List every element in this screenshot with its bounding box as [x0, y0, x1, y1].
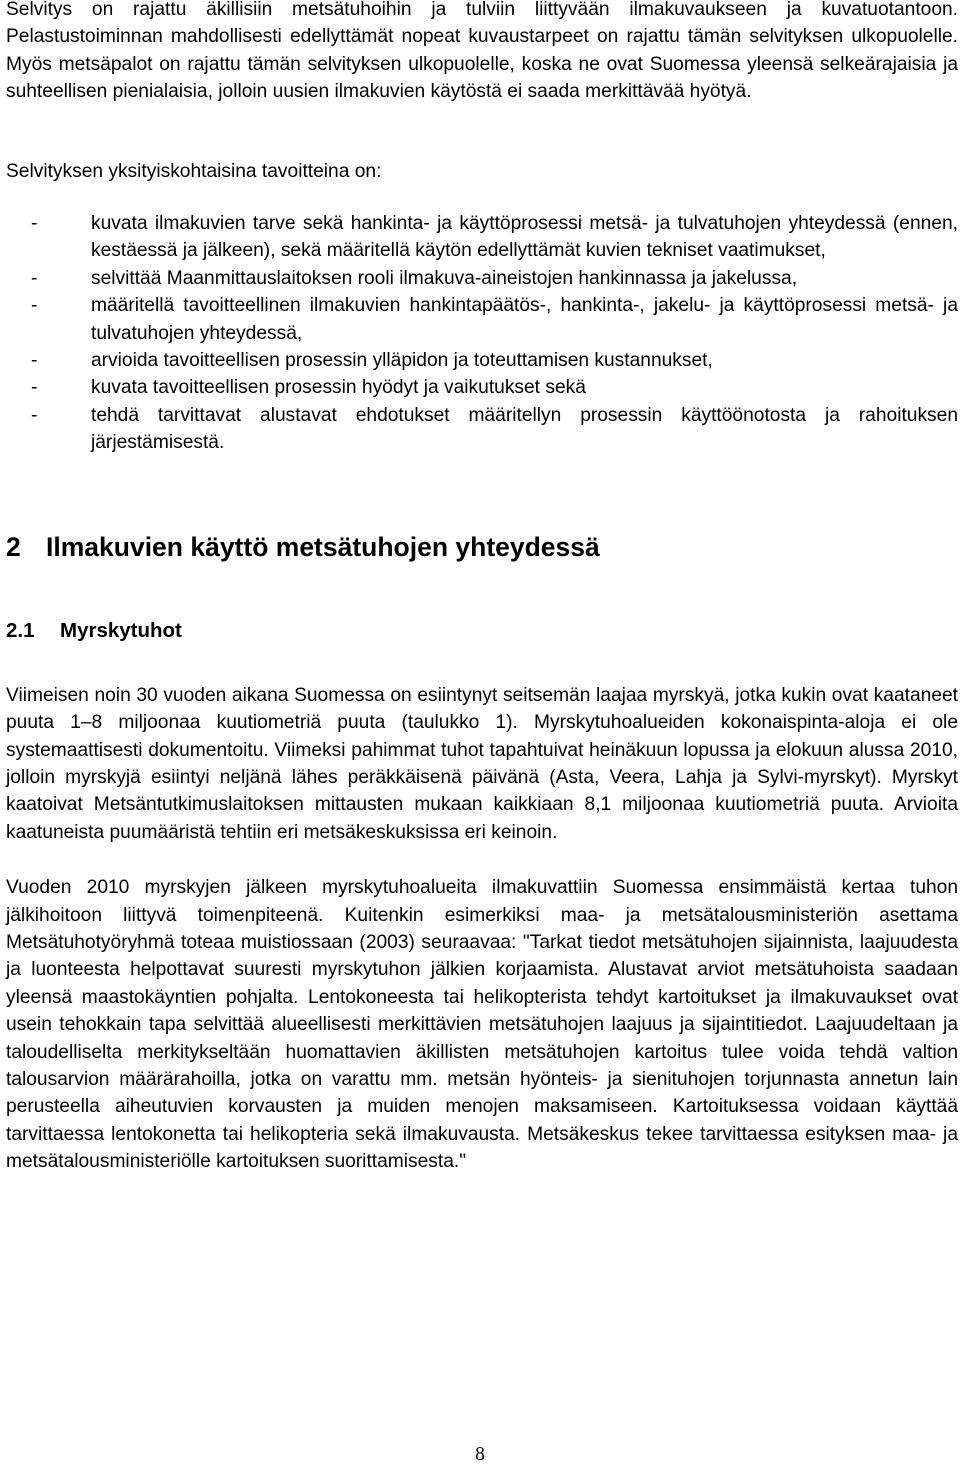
list-dash: - — [31, 404, 38, 426]
goal-text: arvioida tavoitteellisen prosessin ylläpidon ja toteuttamisen kustannukset, — [91, 350, 713, 372]
subsection-heading — [6, 617, 958, 645]
goal-list-item — [6, 347, 958, 374]
goal-list-item — [6, 402, 958, 457]
goal-list — [6, 210, 958, 457]
goal-text: selvittää Maanmittauslaitoksen rooli ilmakuva-aineistojen hankinnassa ja jakelussa, — [91, 267, 798, 289]
list-dash: - — [31, 267, 38, 289]
goal-text: kuvata tavoitteellisen prosessin hyödyt ja vaikutukset sekä — [91, 377, 586, 399]
section-title: Ilmakuvien käyttö metsätuhojen yhteydessä — [46, 531, 600, 562]
goal-text: kuvata ilmakuvien tarve sekä hankinta- ja käyttöprosessi metsä- ja tulvatuhojen yhteydessä (ennen, kestäessä ja jälkeen), sekä määritellä käytön edellyttämät kuvien tekniset vaatimukset, — [91, 213, 958, 262]
goal-list-item — [6, 265, 958, 292]
page-number: 8 — [475, 1444, 485, 1465]
list-dash: - — [31, 213, 38, 235]
section-number: 2 — [6, 531, 21, 562]
intro-paragraph: Selvitys on rajattu äkillisiin metsätuhoihin ja tulviin liittyvään ilmakuvaukseen ja kuvatuotantoon. Pelastustoiminnan mahdollisesti edellyttämät nopeat kuvaustarpeet on rajattu tämän selvityksen ulkopuolelle. Myös metsäpalot on rajattu tämän selvityksen ulkopuolelle, koska ne ovat Suomessa yleensä selkeärajaisia ja suhteellisen pienialaisia, jolloin uusien ilmakuvien käytöstä ei saada merkittävää hyötyä. — [6, 0, 958, 103]
list-dash: - — [31, 377, 38, 399]
storm-paragraph-1: Viimeisen noin 30 vuoden aikana Suomessa on esiintynyt seitsemän laajaa myrskyä, jotka kukin ovat kaataneet puuta 1–8 miljoonaa kuutiometriä puuta (taulukko 1). Myrskytuhoalueiden kokonaispinta-aloja ei ole systemaattisesti dokumentoitu. Viimeksi pahimmat tuhot tapahtuivat heinäkuun lopussa ja elokuun alussa 2010, jolloin myrskyjä esiintyi neljänä lähes peräkkäisenä päivänä (Asta, Veera, Lahja ja Sylvi-myrskyt). Myrskyt kaatoivat Metsäntutkimuslaitoksen mittausten mukaan kaikkiaan 8,1 miljoonaa kuutiometriä puuta. Arvioita kaatuneista puumääristä tehtiin eri metsäkeskuksissa eri keinoin. — [6, 684, 958, 843]
subsection-title: Myrskytuhot — [60, 618, 182, 642]
document-page — [6, 0, 958, 1176]
list-dash: - — [31, 295, 38, 317]
list-dash: - — [31, 350, 38, 372]
goal-list-item — [6, 374, 958, 401]
goals-intro-text: Selvityksen yksityiskohtaisina tavoitteina on: — [6, 160, 382, 182]
goal-list-item — [6, 292, 958, 347]
storm-paragraph-2: Vuoden 2010 myrskyjen jälkeen myrskytuhoalueita ilmakuvattiin Suomessa ensimmäistä kertaa tuhon jälkihoitoon liittyvä toimenpiteenä. Kuitenkin esimerkiksi maa- ja metsätalousministeriön asettama Metsätuhotyöryhmä toteaa muistiossaan (2003) seuraavaa: "Tarkat tiedot metsätuhojen sijainnista, laajuudesta ja luonteesta helpottavat suuresti myrskytuhon jälkien korjaamista. Alustavat arviot metsätuhoista saadaan yleensä maastokäyntien pohjalta. Lentokoneesta tai helikopterista tehdyt kartoitukset ja ilmakuvaukset ovat usein tehokkain tapa selvittää alueellisesti merkittävien metsätuhojen laajuus ja sijaintitiedot. Laajuudeltaan ja taloudelliselta merkitykseltään huomattavien äkillisten metsätuhojen kartoitus tulee voida tehdä valtion talousarvion määrärahoilla, jotka on varattu mm. metsän hyönteis- ja sienituhojen torjunnasta annetun lain perusteella aiheutuvien korvausten ja muiden menojen maksamiseen. Kartoituksessa voidaan käyttää tarvittaessa lentokonetta tai helikopteria sekä ilmakuvausta. Metsäkeskus tekee tarvittaessa esityksen maa- ja metsätalousministeriölle kartoituksen suorittamisesta." — [6, 877, 958, 1173]
section-heading — [6, 530, 958, 564]
subsection-number: 2.1 — [6, 618, 35, 642]
goal-text: tehdä tarvittavat alustavat ehdotukset määritellyn prosessin käyttöönotosta ja rahoituksen järjestämisestä. — [91, 404, 958, 454]
goal-text: määritellä tavoitteellinen ilmakuvien hankintapäätös-, hankinta-, jakelu- ja käyttöprosessi metsä- ja tulvatuhojen yhteydessä, — [91, 295, 958, 344]
goal-list-item — [6, 210, 958, 265]
